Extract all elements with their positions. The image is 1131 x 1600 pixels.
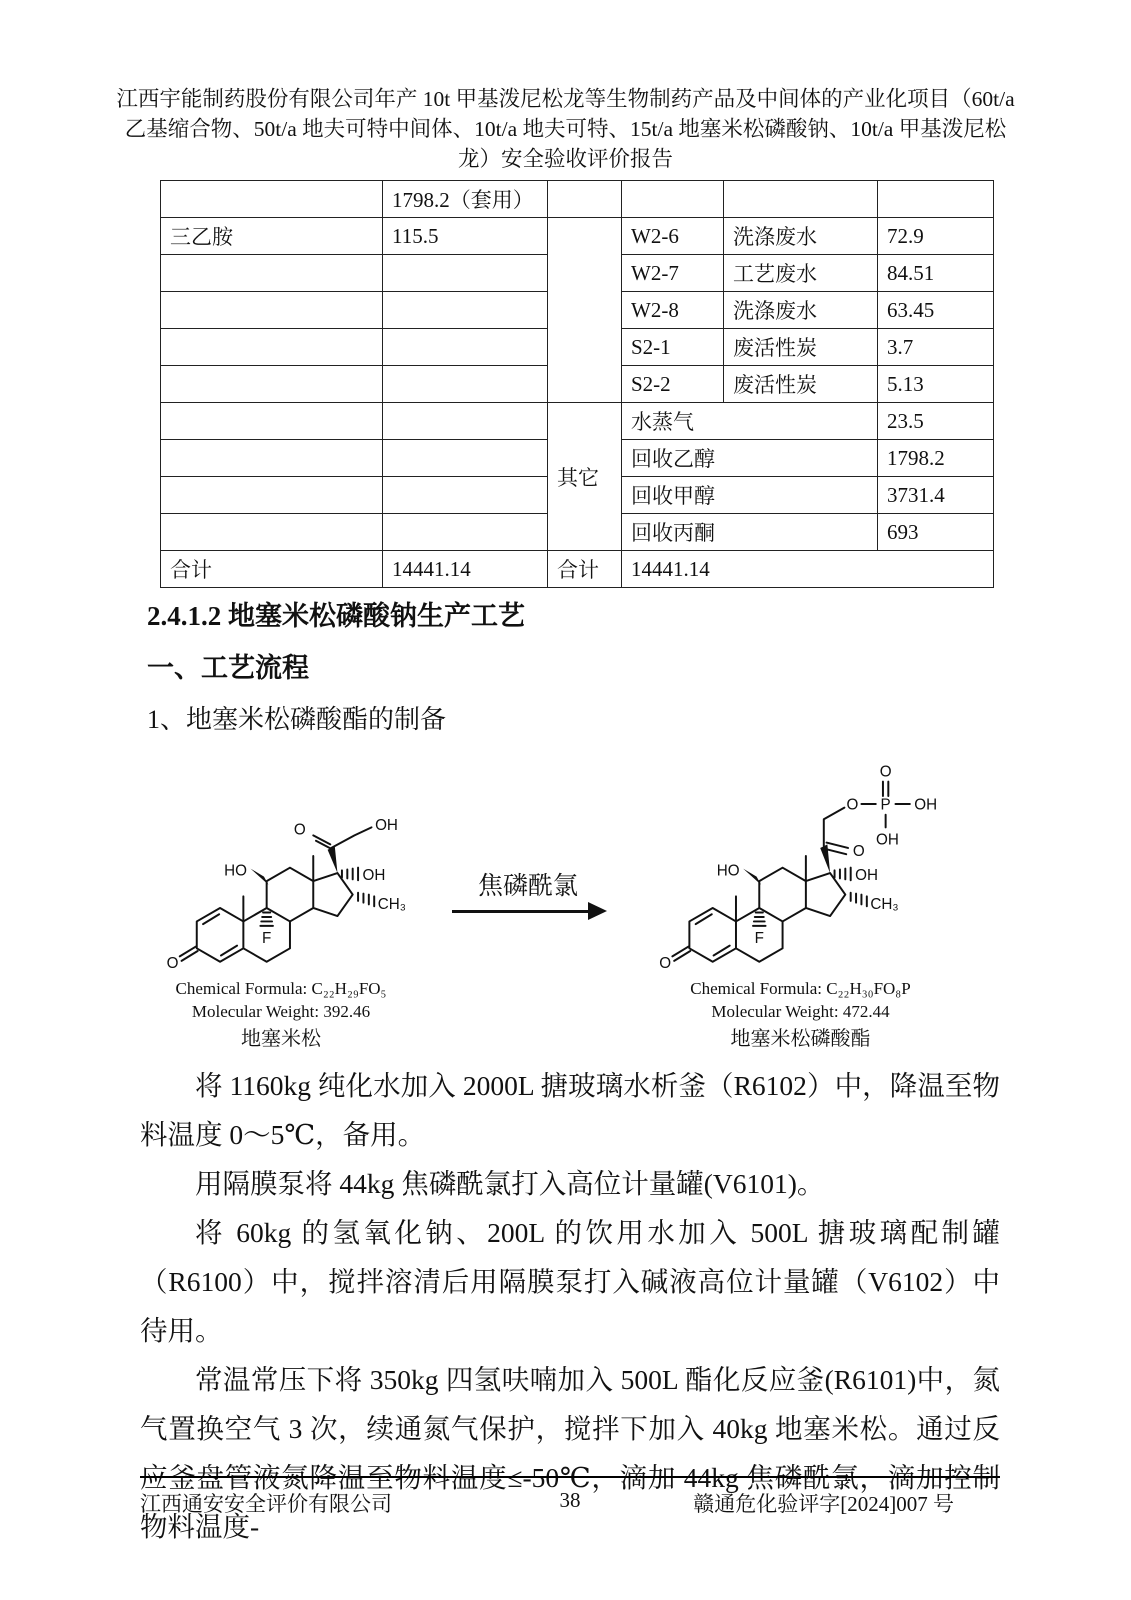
compound-name: 地塞米松磷酸酯 (730, 1028, 871, 1050)
table-cell: W2-6 (622, 218, 724, 255)
atom-label-ch3: CH₃ (377, 895, 406, 913)
table-cell (161, 255, 383, 292)
product-block (642, 744, 959, 1053)
table-cell (622, 181, 724, 218)
atom-label-o: O (879, 763, 892, 781)
atom-label-oh: OH (362, 867, 386, 885)
waste-summary-table (160, 180, 994, 588)
table-cell: 水蒸气 (622, 403, 878, 440)
footer-page-number: 38 (559, 1488, 581, 1512)
table-cell: 693 (878, 514, 994, 551)
atom-label-p: P (880, 796, 891, 814)
table-cell: S2-2 (622, 366, 724, 403)
table-cell: 洗涤废水 (724, 218, 878, 255)
atom-label-o: O (293, 821, 306, 839)
table-cell: S2-1 (622, 329, 724, 366)
section-heading: 2.4.1.2 地塞米松磷酸钠生产工艺 (147, 601, 525, 631)
subsection-heading: 一、工艺流程 (147, 653, 309, 683)
header-line: 江西宇能制药股份有限公司年产 10t 甲基泼尼松龙等生物制药产品及中间体的产业化项目（60t/a (116, 87, 1015, 111)
table-cell: W2-7 (622, 255, 724, 292)
atom-label-f: F (262, 929, 272, 947)
table-row (161, 218, 994, 255)
table-cell: 1798.2 (878, 440, 994, 477)
atom-label-oh: OH (914, 796, 938, 814)
atom-label-ho: HO (716, 862, 740, 880)
table-cell: 合计 (548, 551, 622, 588)
table-cell: 回收乙醇 (622, 440, 878, 477)
molecular-weight: Molecular Weight: 392.46 (191, 1002, 371, 1021)
atom-label-ho: HO (224, 862, 247, 880)
table-cell: 5.13 (878, 366, 994, 403)
table-cell: 84.51 (878, 255, 994, 292)
footer-company: 江西通安安全评价有限公司 (140, 1492, 392, 1516)
table-cell: 三乙胺 (161, 218, 383, 255)
table-cell (161, 366, 383, 403)
table-cell: 1798.2（套用） (383, 181, 548, 218)
table-row (161, 551, 994, 588)
table-cell: 回收甲醇 (622, 477, 878, 514)
table-cell (383, 403, 548, 440)
atom-label-oh: OH (375, 817, 398, 835)
chemical-formula: Chemical Formula: C₂₂H₃₀FO₈P (690, 979, 911, 998)
reactant-captions (176, 977, 387, 1053)
table-cell (383, 514, 548, 551)
paragraph: 常温常压下将 350kg 四氢呋喃加入 500L 酯化反应釜(R6101)中，氮气置换空气 3 次，续通氮气保护，搅拌下加入 40kg 地塞米松。通过反应釜盘管液氮降温至物料温度≤-50℃，滴加 44kg 焦磷酰氯，滴加控制物料温度- (140, 1364, 1000, 1542)
table-cell (383, 440, 548, 477)
chemical-formula: Chemical Formula: C₂₂H₂₉FO₅ (175, 979, 387, 998)
table-cell: 3731.4 (878, 477, 994, 514)
paragraph: 将 1160kg 纯化水加入 2000L 搪玻璃水析釜（R6102）中，降温至物料温度 0～5℃，备用。 (140, 1070, 1000, 1150)
table-cell: 23.5 (878, 403, 994, 440)
header-line: 乙基缩合物、50t/a 地夫可特中间体、10t/a 地夫可特、15t/a 地塞米松磷酸钠、10t/a 甲基泼尼松 (124, 117, 1007, 141)
table-cell (161, 514, 383, 551)
table-cell (724, 181, 878, 218)
table-cell: 工艺废水 (724, 255, 878, 292)
reagent-label: 焦磷酰氯 (477, 873, 578, 900)
molecule-dexamethasone-phosphate-structure (642, 744, 959, 977)
atom-label-o: O (852, 843, 865, 861)
table-cell (161, 440, 383, 477)
table-cell (383, 292, 548, 329)
atom-label-oh: OH (876, 831, 899, 849)
table-cell: 3.7 (878, 329, 994, 366)
table-cell (548, 181, 622, 218)
table-cell: 废活性炭 (724, 329, 878, 366)
table-cell: 14441.14 (383, 551, 548, 588)
atom-label-o: O (166, 955, 179, 973)
table-cell: W2-8 (622, 292, 724, 329)
compound-name: 地塞米松 (241, 1028, 321, 1050)
table-cell (383, 477, 548, 514)
table-cell (161, 181, 383, 218)
atom-label-f: F (754, 929, 764, 947)
molecule-dexamethasone-structure (150, 744, 412, 977)
reactant-block (150, 744, 412, 1053)
header-line: 龙）安全验收评价报告 (457, 147, 673, 171)
table-cell: 其它 (548, 403, 622, 551)
table-cell: 63.45 (878, 292, 994, 329)
table-row (161, 403, 994, 440)
molecular-weight: Molecular Weight: 472.44 (711, 1002, 890, 1021)
table-cell (161, 403, 383, 440)
paragraph: 将 60kg 的氢氧化钠、200L 的饮用水加入 500L 搪玻璃配制罐（R6100）中，搅拌溶清后用隔膜泵打入碱液高位计量罐（V6102）中待用。 (140, 1217, 1000, 1346)
reaction-arrow-block (452, 866, 604, 913)
table-cell (161, 292, 383, 329)
table-cell: 洗涤废水 (724, 292, 878, 329)
reaction-arrow-icon (452, 910, 602, 913)
page-footer (140, 1476, 1000, 1518)
step-title: 1、地塞米松磷酸酯的制备 (147, 705, 447, 734)
table-cell (383, 329, 548, 366)
table-cell (878, 181, 994, 218)
atom-label-o: O (659, 955, 672, 973)
table-cell (383, 255, 548, 292)
table-cell: 合计 (161, 551, 383, 588)
table-row (161, 181, 994, 218)
reaction-scheme (150, 744, 1131, 1053)
paragraph: 用隔膜泵将 44kg 焦磷酰氯打入高位计量罐(V6101)。 (195, 1168, 825, 1199)
table-cell (548, 218, 622, 403)
table-cell: 72.9 (878, 218, 994, 255)
atom-label-ch3: CH₃ (870, 895, 899, 913)
table-cell: 废活性炭 (724, 366, 878, 403)
footer-doc-number: 赣通危化验评字[2024]007 号 (693, 1492, 954, 1516)
table-cell: 回收丙酮 (622, 514, 878, 551)
report-header-title (106, 0, 1026, 174)
atom-label-o: O (846, 796, 859, 814)
table-cell (161, 477, 383, 514)
table-cell (161, 329, 383, 366)
product-captions (690, 977, 910, 1053)
table-cell: 115.5 (383, 218, 548, 255)
table-cell (383, 366, 548, 403)
table-cell: 14441.14 (622, 551, 994, 588)
atom-label-oh: OH (855, 867, 878, 885)
